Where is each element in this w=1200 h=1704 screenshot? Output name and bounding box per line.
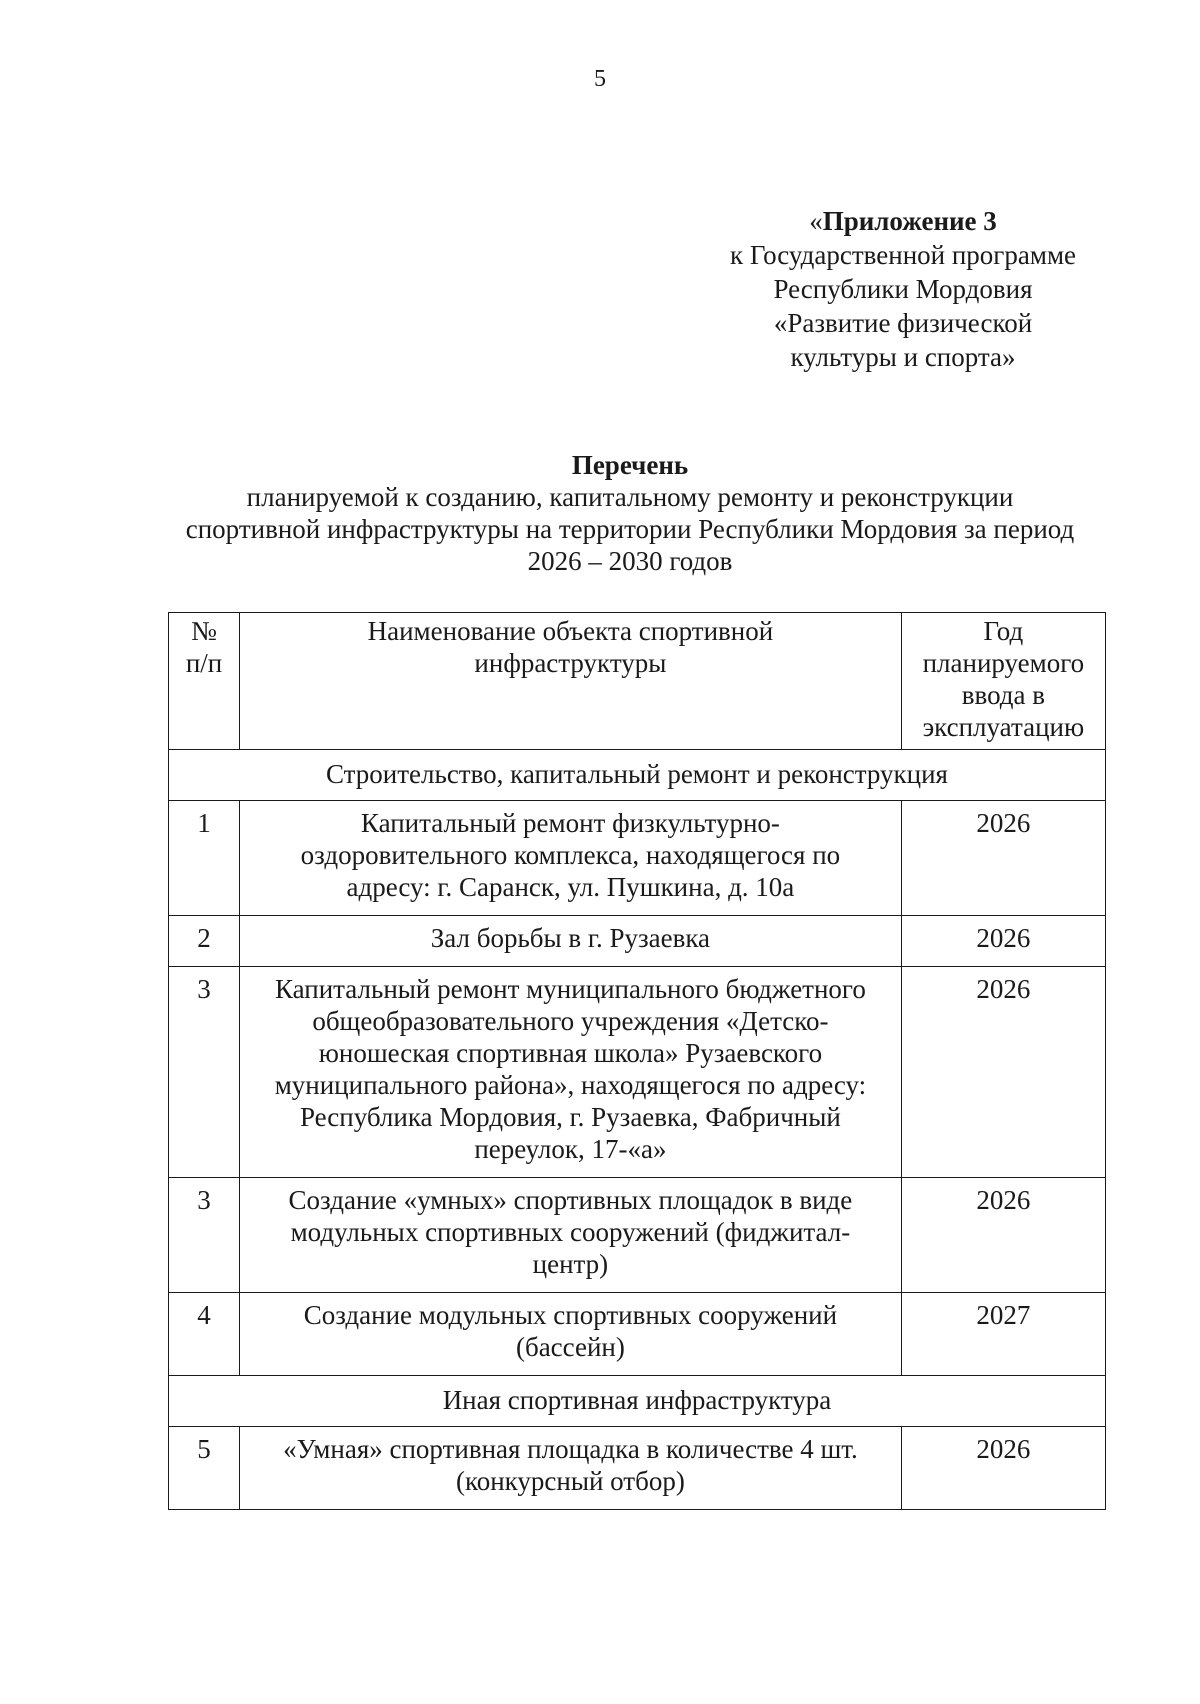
row-number: 2 xyxy=(169,916,240,967)
row-year: 2026 xyxy=(901,916,1105,967)
header-year-line-2: планируемого xyxy=(922,648,1085,678)
appendix-line-1: к Государственной программе xyxy=(729,240,1077,270)
header-name xyxy=(240,613,902,750)
header-year-line-1: Год xyxy=(983,616,1024,646)
object-name-line: Капитальный ремонт муниципального бюджетного xyxy=(275,974,866,1004)
section-row-construction xyxy=(169,750,1106,801)
header-year-line-4: эксплуатацию xyxy=(922,712,1085,742)
header-year xyxy=(901,613,1105,750)
row-number: 3 xyxy=(169,1178,240,1293)
row-object-name xyxy=(240,967,902,1178)
appendix-title: Приложение 3 xyxy=(822,206,997,236)
document-heading: Перечень xyxy=(571,450,689,480)
row-year: 2026 xyxy=(901,1178,1105,1293)
object-name-line: модульных спортивных сооружений (фиджитал- xyxy=(290,1217,851,1247)
row-object-name xyxy=(240,1293,902,1376)
table-row xyxy=(169,967,1106,1178)
table-row xyxy=(169,1178,1106,1293)
title-line-3: 2026 – 2030 годов xyxy=(527,546,733,576)
row-number: 3 xyxy=(169,967,240,1178)
table-row xyxy=(169,801,1106,916)
object-name-line: центр) xyxy=(532,1249,609,1279)
object-name-line: (бассейн) xyxy=(515,1332,625,1362)
row-number: 1 xyxy=(169,801,240,916)
table-header xyxy=(169,613,1106,750)
object-name-line: оздоровительного комплекса, находящегося по xyxy=(300,840,841,870)
table-row xyxy=(169,916,1106,967)
appendix-block xyxy=(698,204,1108,374)
row-object-name xyxy=(240,1178,902,1293)
table-body xyxy=(169,750,1106,1510)
header-name-line-2: инфраструктуры xyxy=(474,648,667,678)
appendix-quote: « xyxy=(809,206,823,236)
row-year: 2026 xyxy=(901,801,1105,916)
header-number-line-1: № xyxy=(191,616,217,646)
row-year: 2026 xyxy=(901,1427,1105,1510)
infrastructure-table xyxy=(168,612,1106,1510)
table-row xyxy=(169,1427,1106,1510)
object-name-line: переулок, 17-«а» xyxy=(474,1134,667,1164)
appendix-line-3: «Развитие физической xyxy=(773,308,1033,338)
appendix-line-4: культуры и спорта» xyxy=(790,342,1016,372)
row-number: 4 xyxy=(169,1293,240,1376)
row-year: 2027 xyxy=(901,1293,1105,1376)
header-row xyxy=(169,613,1106,750)
title-line-1: планируемой к созданию, капитальному ремонту и реконструкции xyxy=(246,482,1014,512)
document-title-block xyxy=(150,449,1110,577)
row-number: 5 xyxy=(169,1427,240,1510)
header-number xyxy=(169,613,240,750)
object-name-line: Зал борьбы в г. Рузаевка xyxy=(430,923,711,953)
header-number-line-2: п/п xyxy=(185,648,223,678)
object-name-line: юношеская спортивная школа» Рузаевского xyxy=(318,1038,823,1068)
row-object-name xyxy=(240,801,902,916)
appendix-line-2: Республики Мордовия xyxy=(773,274,1033,304)
section-label: Строительство, капитальный ремонт и реконструкция xyxy=(169,750,1106,801)
object-name-line: (конкурсный отбор) xyxy=(455,1466,685,1496)
title-line-2: спортивной инфраструктуры на территории Республики Мордовия за период xyxy=(185,514,1075,544)
header-year-line-3: ввода в xyxy=(961,680,1046,710)
object-name-line: Создание модульных спортивных сооружений xyxy=(303,1300,838,1330)
table-row xyxy=(169,1293,1106,1376)
appendix-title-line xyxy=(698,204,1108,238)
page-number: 5 xyxy=(594,66,606,92)
object-name-line: общеобразовательного учреждения «Детско- xyxy=(312,1006,829,1036)
row-year: 2026 xyxy=(901,967,1105,1178)
object-name-line: «Умная» спортивная площадка в количестве 4 шт. xyxy=(283,1434,858,1464)
row-object-name xyxy=(240,1427,902,1510)
object-name-line: адресу: г. Саранск, ул. Пушкина, д. 10а xyxy=(346,872,795,902)
row-object-name xyxy=(240,916,902,967)
object-name-line: Республика Мордовия, г. Рузаевка, Фабричный xyxy=(299,1102,841,1132)
section-row-other xyxy=(169,1376,1106,1427)
object-name-line: Создание «умных» спортивных площадок в виде xyxy=(288,1185,853,1215)
object-name-line: муниципального района», находящегося по адресу: xyxy=(274,1070,867,1100)
section-label: Иная спортивная инфраструктура xyxy=(169,1376,1106,1427)
object-name-line: Капитальный ремонт физкультурно- xyxy=(360,808,780,838)
header-name-line-1: Наименование объекта спортивной xyxy=(367,616,774,646)
